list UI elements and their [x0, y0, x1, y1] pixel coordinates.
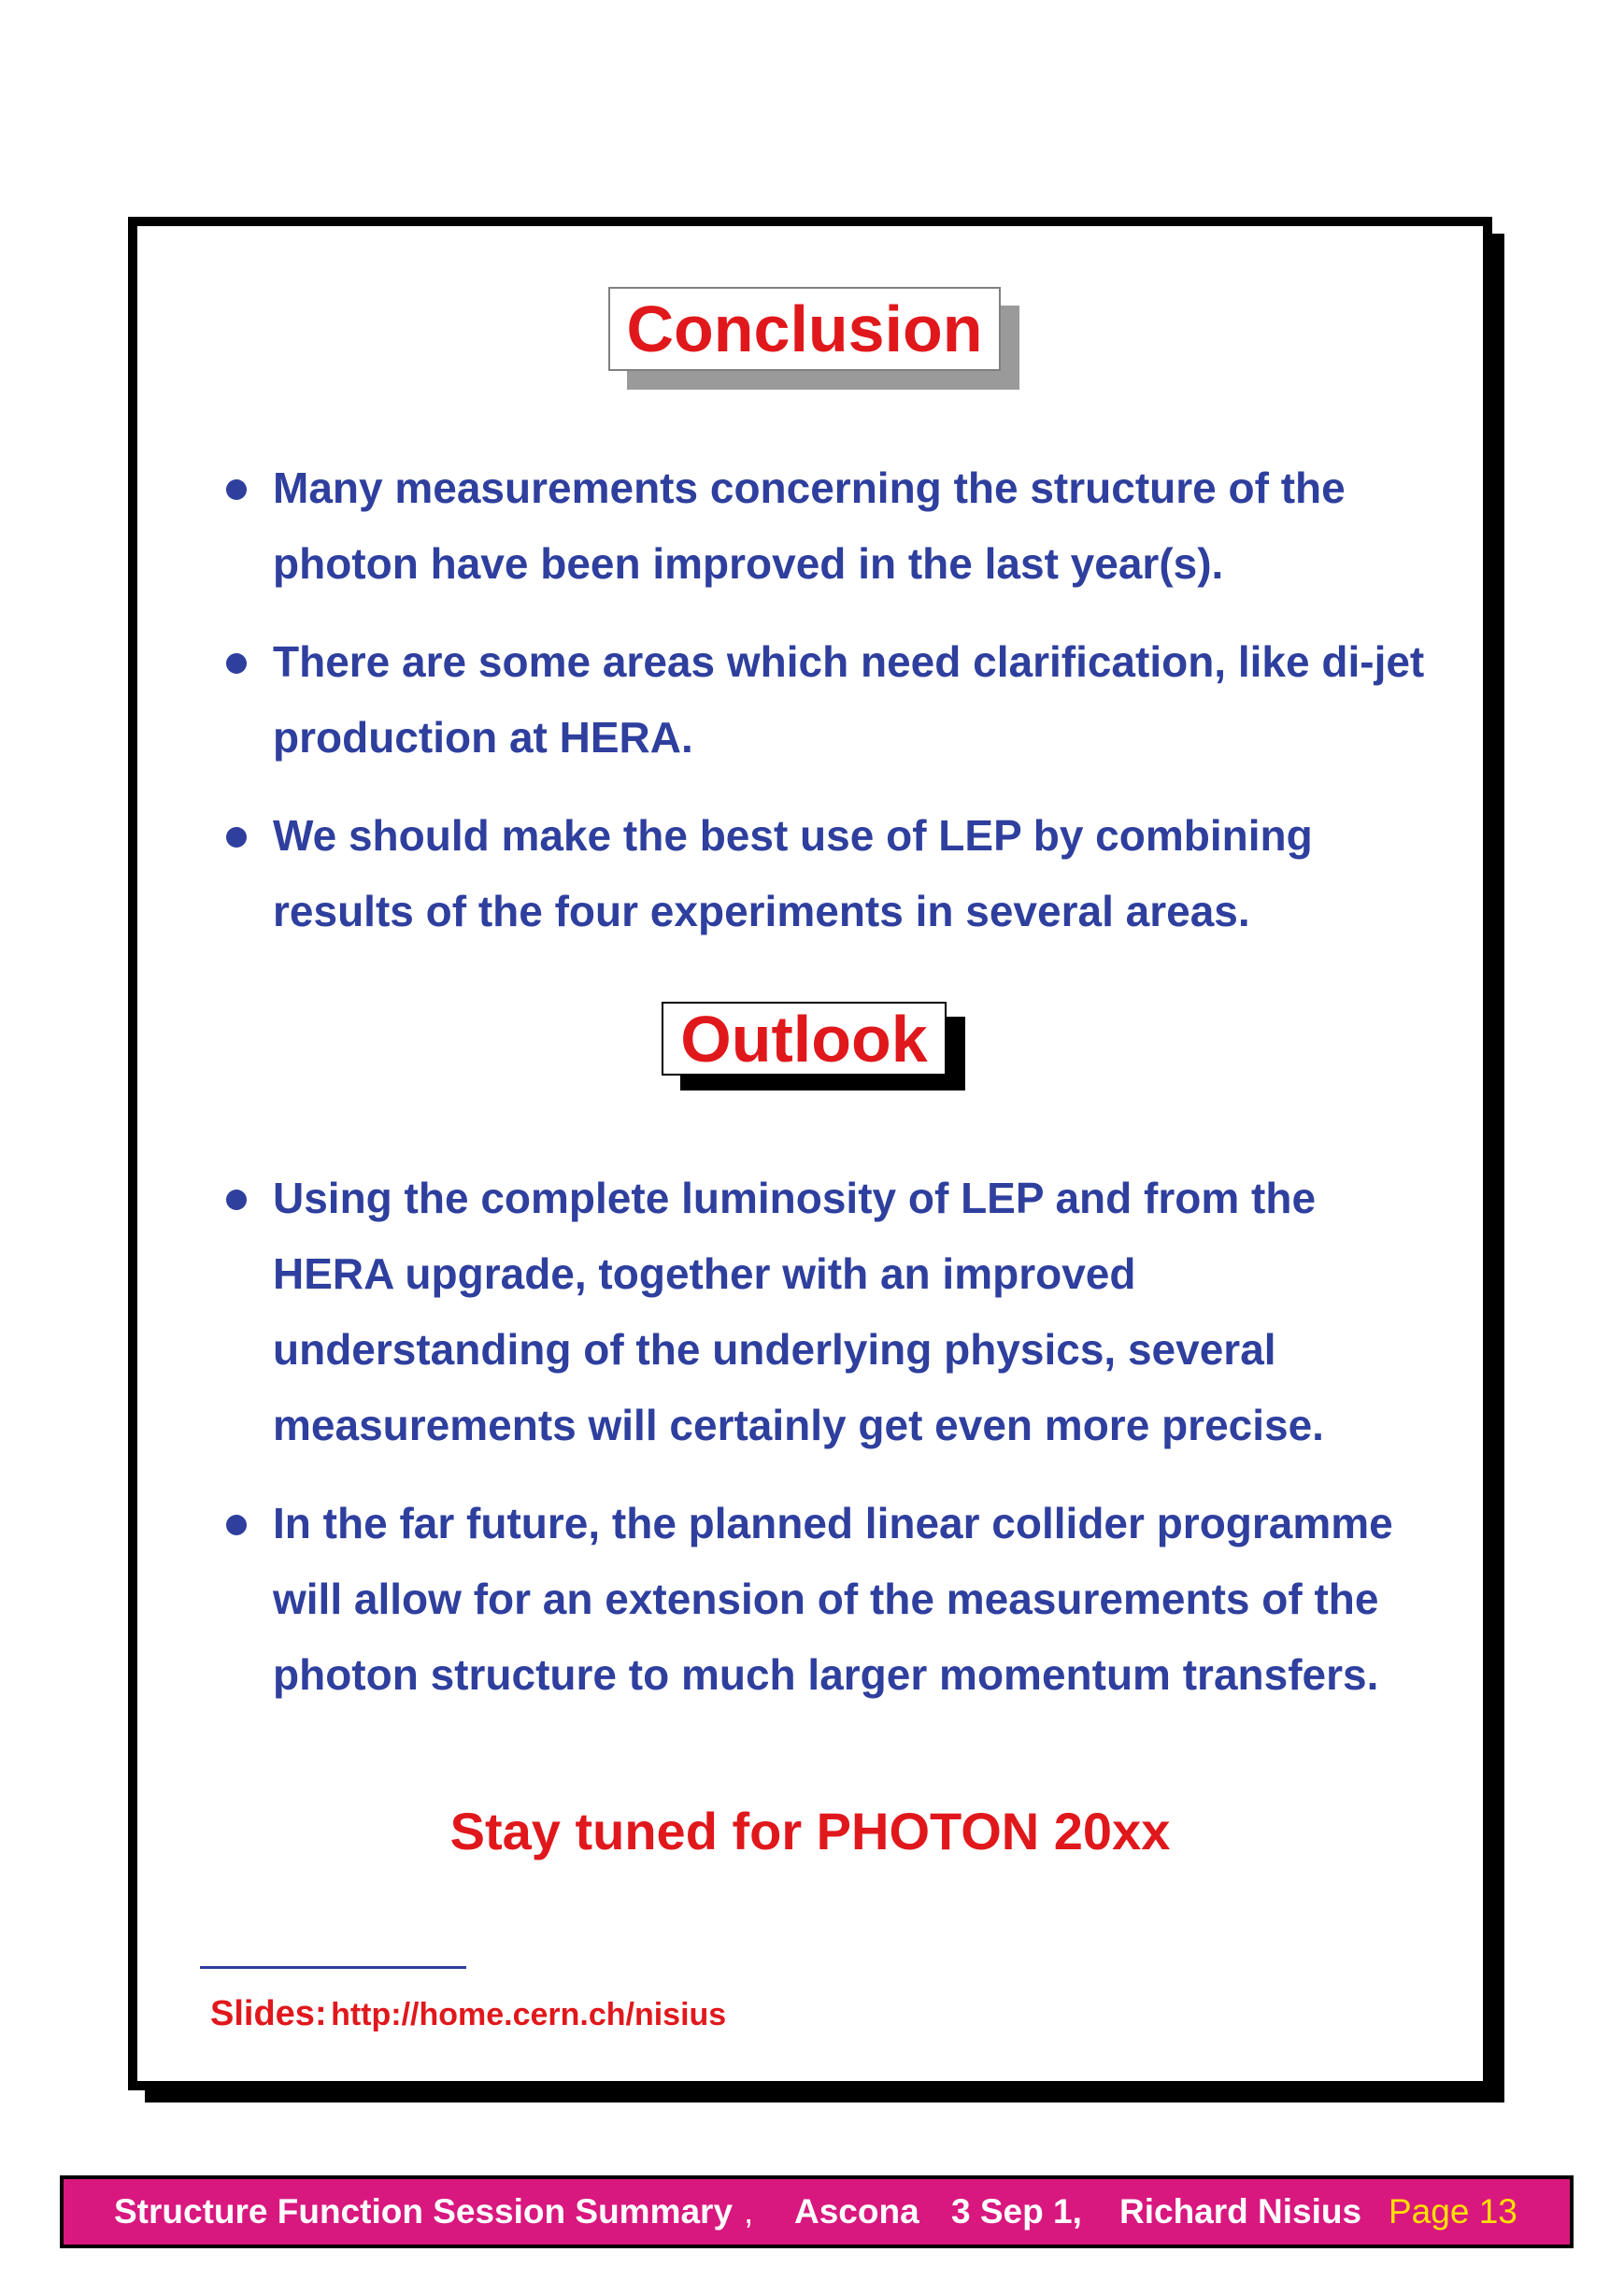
footer-place: Ascona [794, 2192, 919, 2231]
footer-author: Richard Nisius [1119, 2192, 1362, 2231]
footnote-divider [200, 1966, 466, 1969]
conclusion-item: Many measurements concerning the structure of the photon have been improved in the last year(s). [226, 450, 1441, 602]
conclusion-heading-box [608, 287, 1019, 390]
conclusion-list [226, 450, 1441, 972]
outlook-list [226, 1161, 1441, 1735]
conclusion-item: There are some areas which need clarification, like di-jet production at HERA. [226, 624, 1441, 776]
footer-date: 3 Sep 1, [951, 2192, 1082, 2231]
conclusion-heading: Conclusion [608, 287, 1001, 371]
bullet-icon [226, 1515, 247, 1535]
bullet-icon [226, 479, 247, 500]
bullet-icon [226, 653, 247, 674]
footnote-label: Slides: [210, 1994, 327, 2033]
outlook-item: Using the complete luminosity of LEP and from the HERA upgrade, together with an improved understanding of the underlying physics, several measurements will certainly get even more precise. [226, 1161, 1441, 1463]
slide-frame [128, 217, 1492, 2090]
footer-page-number: Page 13 [1389, 2192, 1517, 2231]
outlook-heading: Outlook [662, 1002, 947, 1076]
footer-separator: , [744, 2192, 754, 2231]
footer-bar [60, 2175, 1574, 2248]
outlook-heading-box [662, 1002, 965, 1090]
footer-title: Structure Function Session Summary [114, 2192, 734, 2231]
bullet-icon [226, 827, 247, 848]
outlook-item: In the far future, the planned linear collider programme will allow for an extension of the measurements of the photon structure to much larger momentum transfers. [226, 1486, 1441, 1713]
slides-link[interactable]: http://home.cern.ch/nisius [331, 1997, 727, 2032]
tagline: Stay tuned for PHOTON 20xx [449, 1802, 1171, 1860]
conclusion-item: We should make the best use of LEP by combining results of the four experiments in several areas. [226, 798, 1441, 949]
bullet-icon [226, 1190, 247, 1210]
footnote [210, 1994, 726, 2034]
